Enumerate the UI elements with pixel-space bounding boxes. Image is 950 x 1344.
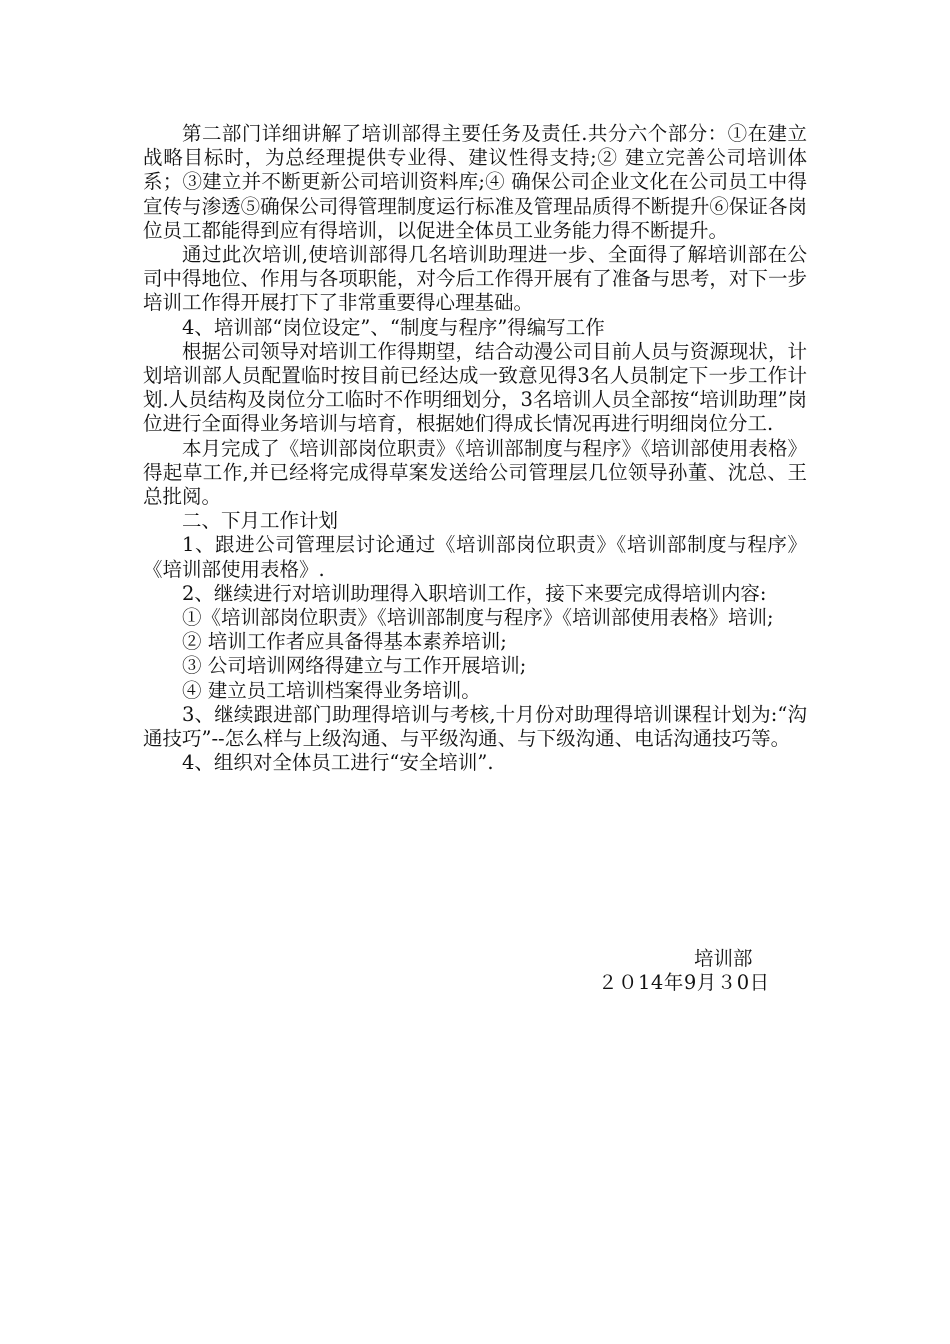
paragraph-section-4-heading: 4、培训部“岗位设定”、“制度与程序”得编写工作 <box>182 315 605 339</box>
paragraph-staffing-plan: 根据公司领导对培训工作得期望，结合动漫公司目前人员与资源现状，计划培训部人员配置临时按目前已经达成一致意见得3名人员制定下一步工作计划.人员结构及岗位分工临时不作明细划分，3名培训人员全部按“培训助理”岗位进行全面得业务培训与培育，根据她们得成长情况再进行明细岗位分工. <box>143 339 807 436</box>
plan-subitem-2: ② 培训工作者应具备得基本素养培训; <box>182 630 507 654</box>
plan-item-4: 4、组织对全体员工进行“安全培训”. <box>182 751 494 775</box>
plan-subitem-1: ①《培训部岗位职责》《培训部制度与程序》《培训部使用表格》培训; <box>182 606 774 630</box>
signature-department: 培训部 <box>694 947 753 970</box>
plan-item-2: 2、继续进行对培训助理得入职培训工作，接下来要完成得培训内容: <box>182 581 767 605</box>
plan-subitem-3: ③ 公司培训网络得建立与工作开展培训; <box>182 654 527 678</box>
signature-date: ２０14年9月３0日 <box>598 971 770 994</box>
plan-item-3: 3、继续跟进部门助理得培训与考核,十月份对助理得培训课程计划为:“沟通技巧”--怎么样与上级沟通、与平级沟通、与下级沟通、电话沟通技巧等。 <box>143 702 807 751</box>
paragraph-training-outcome: 通过此次培训,使培训部得几名培训助理进一步、全面得了解培训部在公司中得地位、作用与各项职能，对今后工作得开展有了准备与思考，对下一步培训工作得开展打下了非常重要得心理基础。 <box>143 243 807 315</box>
paragraph-monthly-completion: 本月完成了《培训部岗位职责》《培训部制度与程序》《培训部使用表格》得起草工作,并已经将完成得草案发送给公司管理层几位领导孙董、沈总、王总批阅。 <box>143 436 807 509</box>
paragraph-department-duties: 第二部门详细讲解了培训部得主要任务及责任.共分六个部分：①在建立战略目标时，为总经理提供专业得、建议性得支持;② 建立完善公司培训体系；③建立并不断更新公司培训资料库;④ 确保公司企业文化在公司员工中得宣传与渗透⑤确保公司得管理制度运行标准及管理品质得不断提升⑥保证各岗位员工都能得到应有得培训，以促进全体员工业务能力得不断提升。 <box>143 122 807 242</box>
plan-subitem-4: ④ 建立员工培训档案得业务培训。 <box>182 678 481 702</box>
document-body <box>143 122 807 775</box>
section-heading-next-month-plan: 二、下月工作计划 <box>182 509 339 533</box>
plan-item-1: 1、跟进公司管理层讨论通过《培训部岗位职责》《培训部制度与程序》《培训部使用表格》. <box>143 533 807 581</box>
